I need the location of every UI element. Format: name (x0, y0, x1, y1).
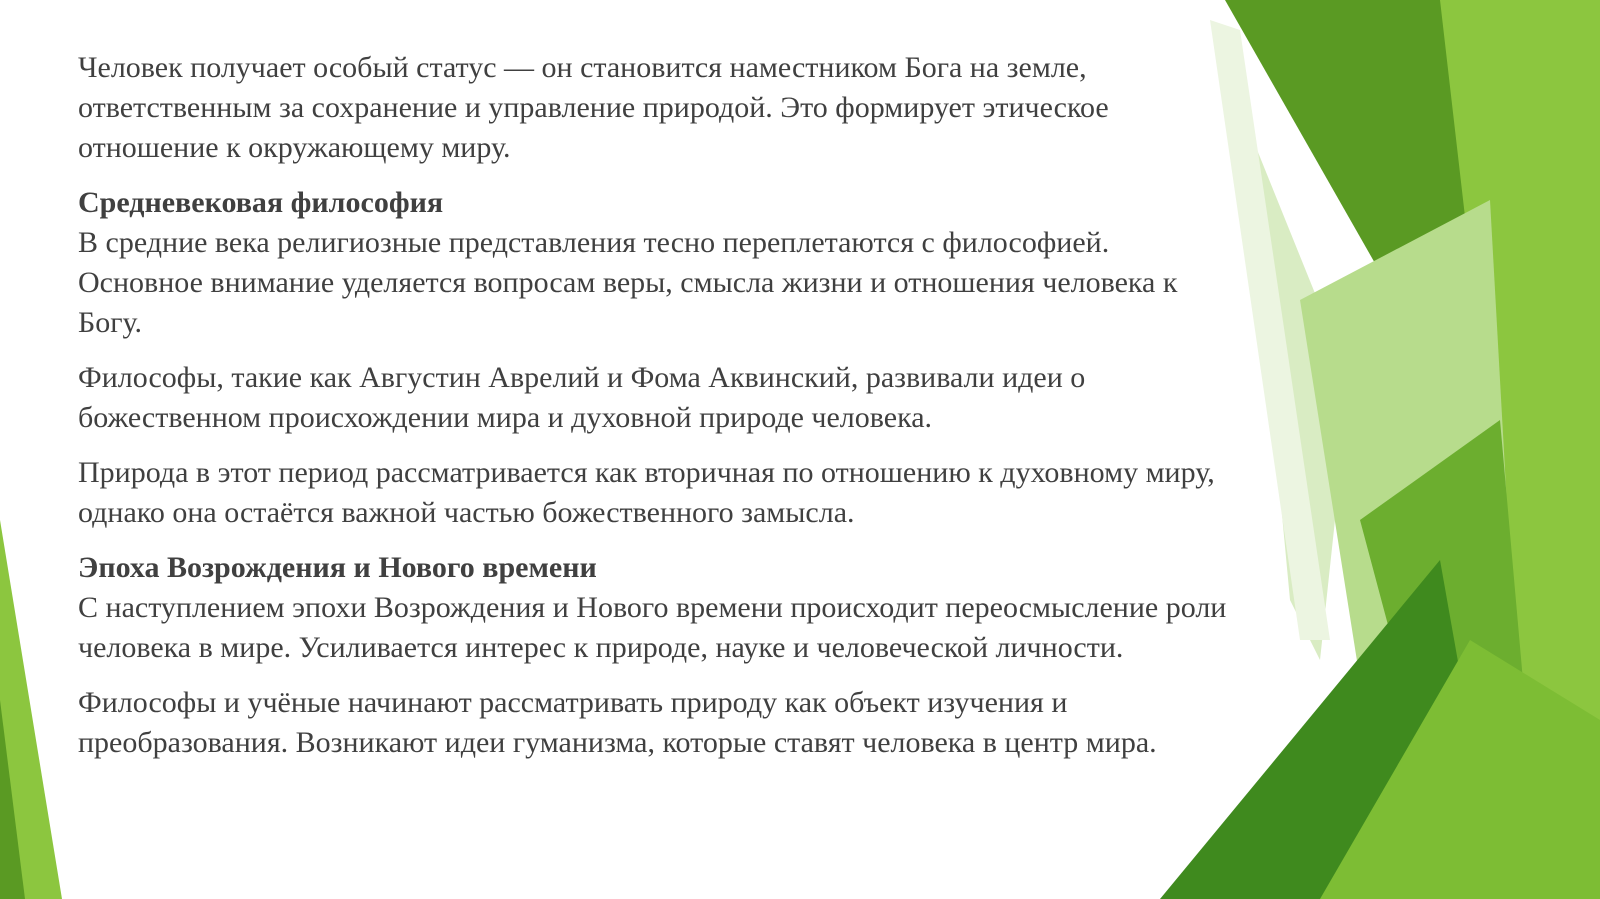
intro-paragraph: Человек получает особый статус — он становится наместником Бога на земле, ответственным за сохранение и управление природой. Это формирует этическое отношение к окружающему миру. (78, 51, 1109, 164)
section-heading-medieval: Средневековая философия (78, 186, 444, 219)
section-heading-renaissance: Эпоха Возрождения и Нового времени (78, 551, 597, 584)
paragraph-renaissance-humanism: Философы и учёные начинают рассматривать природу как объект изучения и преобразования. Возникают идеи гуманизма, которые ставят человека в центр мира. (78, 686, 1157, 759)
paragraph-medieval-philosophers: Философы, такие как Августин Аврелий и Фома Аквинский, развивали идеи о божественном происхождении мира и духовной природе человека. (78, 361, 1086, 434)
section-text-medieval: В средние века религиозные представления тесно переплетаются с философией. Основное внимание уделяется вопросам веры, смысла жизни и отношения человека к Богу. (78, 226, 1178, 339)
slide-content (78, 48, 1238, 778)
section-text-renaissance: С наступлением эпохи Возрождения и Нового времени происходит переосмысление роли человека в мире. Усиливается интерес к природе, науке и человеческой личности. (78, 591, 1227, 664)
paragraph-medieval-nature: Природа в этот период рассматривается как вторичная по отношению к духовному миру, однако она остаётся важной частью божественного замысла. (78, 456, 1215, 529)
